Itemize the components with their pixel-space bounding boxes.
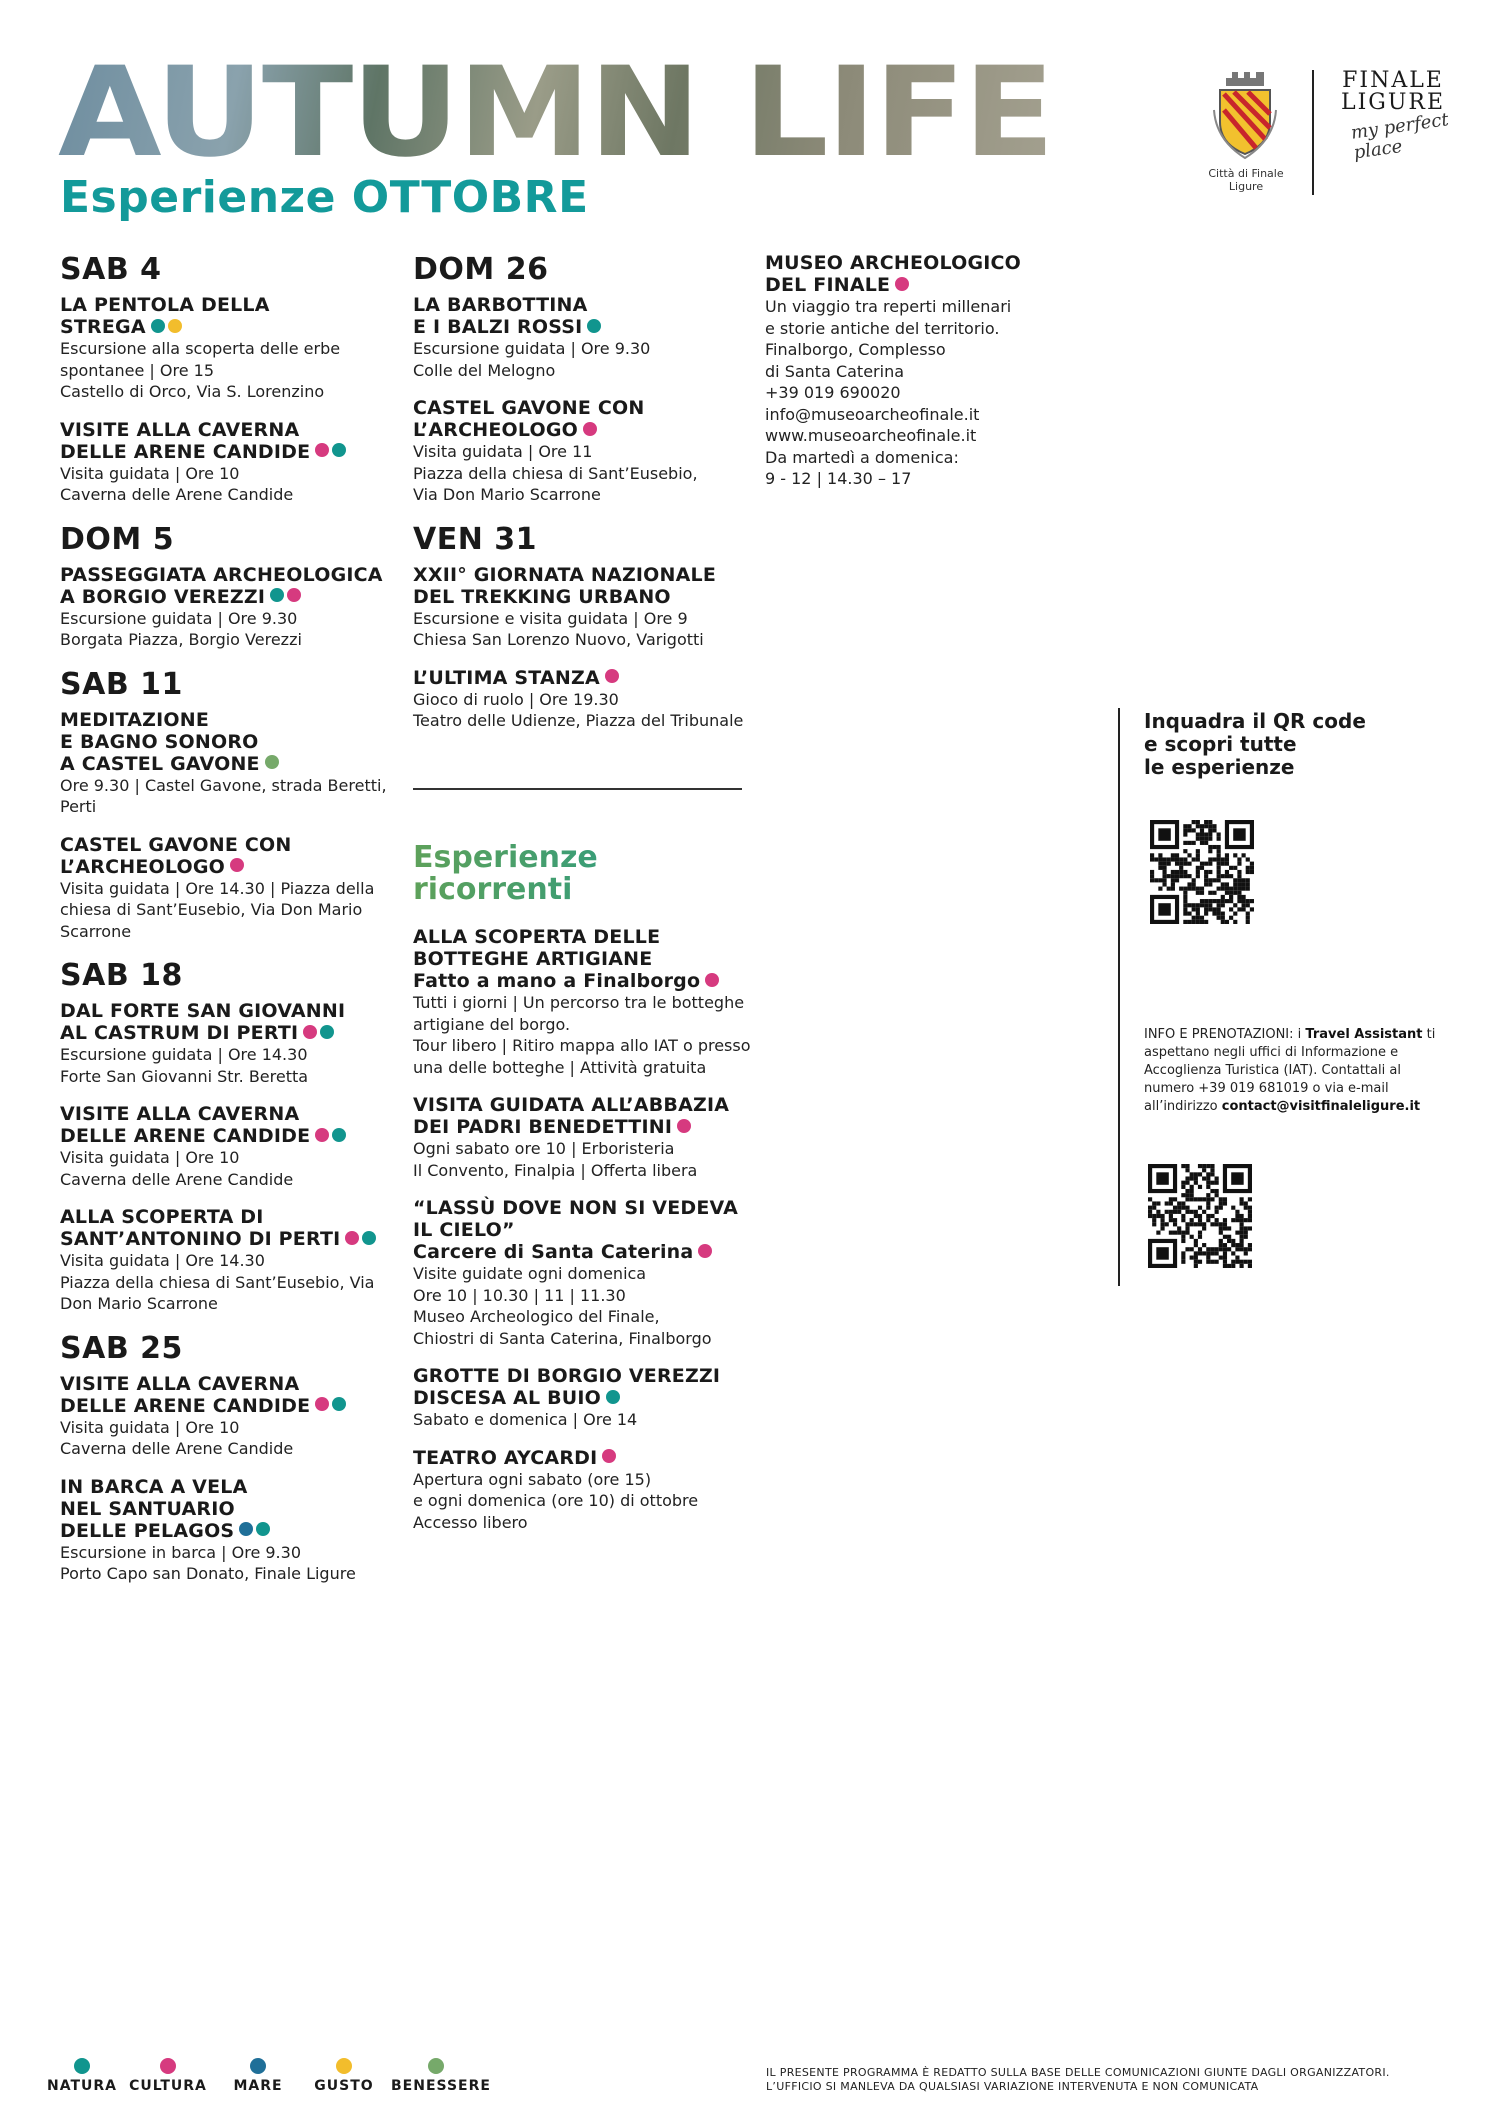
event-detail-line: Caverna delle Arene Candide xyxy=(60,1169,294,1189)
crest-caption: Città di Finale Ligure xyxy=(1208,167,1284,193)
info-prefix: INFO E PRENOTAZIONI: i xyxy=(1144,1027,1306,1042)
event-item xyxy=(413,564,753,651)
event-title-line: L’ARCHEOLOGO xyxy=(60,856,390,878)
event-detail-line: Porto Capo san Donato, Finale Ligure xyxy=(60,1564,356,1583)
event-item xyxy=(60,1000,390,1087)
legend-item-benessere xyxy=(391,2058,491,2094)
legend-label: NATURA xyxy=(47,2078,117,2094)
event-item xyxy=(413,1365,753,1431)
event-detail-line: www.museoarcheofinale.it xyxy=(765,426,977,445)
event-detail-line: Apertura ogni sabato (ore 15) xyxy=(413,1469,652,1489)
event-title-line: DAL FORTE SAN GIOVANNI xyxy=(60,1000,346,1022)
poster-title: AUTUMN LIFE xyxy=(58,41,1053,185)
event-detail-line: chiesa di Sant’Eusebio, Via Don Mario xyxy=(60,900,363,919)
event-detail-line: Tutti i giorni | Un percorso tra le botteghe xyxy=(413,993,745,1012)
category-dot-natura xyxy=(256,1522,270,1536)
qr-heading-line: e scopri tutte xyxy=(1144,732,1297,756)
event-detail-line: Escursione guidata | Ore 9.30 xyxy=(60,608,298,628)
legend-label: BENESSERE xyxy=(391,2078,491,2094)
event-detail-line: Piazza della chiesa di Sant’Eusebio, Via xyxy=(60,1272,375,1292)
event-title-line: DELLE ARENE CANDIDE xyxy=(60,1395,390,1417)
event-title-line: STREGA xyxy=(60,316,390,338)
city-crest-icon xyxy=(1212,70,1278,160)
event-detail-line: Visite guidate ogni domenica xyxy=(413,1264,647,1283)
day-heading: SAB 18 xyxy=(60,958,183,993)
event-detail-line: una delle botteghe | Attività gratuita xyxy=(413,1057,707,1077)
day-heading: DOM 5 xyxy=(60,521,175,557)
event-title-line: Fatto a mano a Finalborgo xyxy=(413,970,753,992)
legend-item-mare xyxy=(213,2058,303,2094)
event-detail-line: Castello di Orco, Via S. Lorenzino xyxy=(60,382,325,401)
category-dot-cultura xyxy=(602,1449,616,1463)
brand-line-2: LIGURE xyxy=(1340,90,1446,115)
category-dot-natura xyxy=(587,319,601,333)
calendar-column-1 xyxy=(60,252,390,1601)
category-dot-gusto xyxy=(168,319,182,333)
event-item xyxy=(60,709,390,818)
event-title-line: DEL FINALE xyxy=(765,274,1065,296)
event-detail-line: spontanee | Ore 15 xyxy=(60,360,214,380)
event-detail-line: Perti xyxy=(60,797,97,816)
event-item xyxy=(413,926,753,1078)
event-detail-line: Scarrone xyxy=(60,921,132,941)
event-detail-line: Piazza della chiesa di Sant’Eusebio, xyxy=(413,463,698,483)
event-title-line: DEL TREKKING URBANO xyxy=(413,585,671,608)
event-detail-line: di Santa Caterina xyxy=(765,361,905,381)
recurring-experiences xyxy=(413,842,753,1549)
event-item xyxy=(413,294,753,381)
event-detail-line: Gioco di ruolo | Ore 19.30 xyxy=(413,689,619,709)
event-detail-line: Un viaggio tra reperti millenari xyxy=(765,297,1012,316)
event-title-line: Carcere di Santa Caterina xyxy=(413,1241,753,1263)
legend-item-gusto xyxy=(299,2058,389,2094)
event-detail-line: Chiostri di Santa Caterina, Finalborgo xyxy=(413,1328,712,1348)
category-dot-cultura xyxy=(230,858,244,872)
event-title-line: E BAGNO SONORO xyxy=(60,730,259,753)
event-detail-line: Visita guidata | Ore 14.30 xyxy=(60,1251,265,1270)
category-dot-cultura xyxy=(677,1119,691,1133)
recurring-heading-line: Esperienze xyxy=(413,840,598,875)
category-dot-cultura xyxy=(345,1231,359,1245)
calendar-column-2 xyxy=(413,252,753,748)
event-detail-line: info@museoarcheofinale.it xyxy=(765,404,980,424)
event-detail-line: Tour libero | Ritiro mappa allo IAT o presso xyxy=(413,1036,751,1055)
museum-block xyxy=(765,252,1065,506)
event-detail-line: Don Mario Scarrone xyxy=(60,1294,218,1313)
category-dot-cultura xyxy=(895,277,909,291)
disclaimer-line: IL PRESENTE PROGRAMMA È REDATTO SULLA BASE DELLE COMUNICAZIONI GIUNTE DAGLI ORGANIZZATORI. xyxy=(766,2066,1390,2079)
legend-dot-gusto xyxy=(336,2058,352,2074)
event-detail-line: Visita guidata | Ore 10 xyxy=(60,463,240,483)
logo-divider xyxy=(1312,70,1314,195)
event-item xyxy=(60,564,390,651)
event-title-line: MEDITAZIONE xyxy=(60,708,209,731)
category-dot-cultura xyxy=(705,973,719,987)
event-detail-line: 9 - 12 | 14.30 – 17 xyxy=(765,469,912,488)
category-dot-natura xyxy=(332,443,346,457)
legend-label: MARE xyxy=(233,2078,283,2094)
recurring-heading-line: ricorrenti xyxy=(413,872,573,907)
disclaimer-line: L’UFFICIO SI MANLEVA DA QUALSIASI VARIAZIONE INTERVENUTA E NON COMUNICATA xyxy=(766,2080,1259,2093)
event-title-line: A CASTEL GAVONE xyxy=(60,753,390,775)
event-detail-line: Escursione alla scoperta delle erbe xyxy=(60,339,341,358)
event-item xyxy=(60,294,390,403)
qr-heading-line: le esperienze xyxy=(1144,755,1295,779)
event-title-line: XXII° GIORNATA NAZIONALE xyxy=(413,563,717,586)
event-item xyxy=(60,1206,390,1315)
event-title-line: LA PENTOLA DELLA xyxy=(60,294,270,316)
qr-code-experiences[interactable] xyxy=(1150,820,1254,924)
event-item xyxy=(413,1094,753,1181)
event-detail-line: Via Don Mario Scarrone xyxy=(413,485,601,504)
qr-side-rule xyxy=(1118,708,1120,1286)
category-dot-cultura xyxy=(315,1397,329,1411)
event-detail-line: Colle del Melogno xyxy=(413,360,556,380)
event-detail-line: Sabato e domenica | Ore 14 xyxy=(413,1410,638,1429)
event-title-line: NEL SANTUARIO xyxy=(60,1497,235,1520)
event-title-line: DELLE ARENE CANDIDE xyxy=(60,1125,390,1147)
category-dot-natura xyxy=(151,319,165,333)
legend-label: CULTURA xyxy=(129,2078,207,2094)
event-item xyxy=(413,667,753,732)
event-title-line: LA BARBOTTINA xyxy=(413,294,588,316)
event-detail-line: e storie antiche del territorio. xyxy=(765,318,1000,338)
event-detail-line: Escursione guidata | Ore 14.30 xyxy=(60,1045,308,1064)
event-detail-line: Museo Archeologico del Finale, xyxy=(413,1307,660,1326)
event-title-line: VISITA GUIDATA ALL’ABBAZIA xyxy=(413,1094,730,1116)
event-title-line: E I BALZI ROSSI xyxy=(413,316,753,338)
category-dot-cultura xyxy=(287,588,301,602)
category-dot-natura xyxy=(606,1390,620,1404)
qr-heading xyxy=(1144,710,1366,779)
event-title-line: VISITE ALLA CAVERNA xyxy=(60,1372,300,1395)
brand-line-1: FINALE xyxy=(1342,68,1444,93)
poster-subtitle: Esperienze OTTOBRE xyxy=(60,172,589,223)
category-dot-natura xyxy=(270,588,284,602)
category-dot-cultura xyxy=(303,1025,317,1039)
category-dot-benessere xyxy=(265,755,279,769)
event-detail-line: Caverna delle Arene Candide xyxy=(60,485,294,504)
event-title-line: “LASSÙ DOVE NON SI VEDEVA xyxy=(413,1197,739,1219)
event-title-line: DELLE ARENE CANDIDE xyxy=(60,441,390,463)
category-dot-natura xyxy=(362,1231,376,1245)
event-title-line: L’ARCHEOLOGO xyxy=(413,419,753,441)
event-item xyxy=(60,1103,390,1190)
category-dot-cultura xyxy=(315,443,329,457)
legend-label: GUSTO xyxy=(314,2078,374,2094)
legend-dot-natura xyxy=(74,2058,90,2074)
event-title-line: VISITE ALLA CAVERNA xyxy=(60,418,300,441)
event-detail-line: Visita guidata | Ore 14.30 | Piazza della xyxy=(60,878,375,898)
category-dot-cultura xyxy=(315,1128,329,1142)
event-title-line: SANT’ANTONINO DI PERTI xyxy=(60,1228,390,1250)
column-divider xyxy=(413,788,742,790)
day-heading: VEN 31 xyxy=(413,521,538,557)
day-heading: SAB 11 xyxy=(60,666,183,702)
event-item xyxy=(765,252,1065,490)
event-title-line: MUSEO ARCHEOLOGICO xyxy=(765,252,1022,274)
day-heading: DOM 26 xyxy=(413,252,549,287)
event-title-line: TEATRO AYCARDI xyxy=(413,1447,753,1469)
event-item xyxy=(413,1197,753,1349)
info-email[interactable]: contact@visitfinaleligure.it xyxy=(1221,1099,1421,1114)
event-item xyxy=(60,419,390,506)
event-detail-line: Borgata Piazza, Borgio Verezzi xyxy=(60,630,302,649)
event-title-line: A BORGIO VEREZZI xyxy=(60,586,390,608)
event-detail-line: +39 019 690020 xyxy=(765,383,901,402)
event-detail-line: Visita guidata | Ore 11 xyxy=(413,442,593,461)
event-detail-line: Ogni sabato ore 10 | Erboristeria xyxy=(413,1139,675,1158)
event-detail-line: Chiesa San Lorenzo Nuovo, Varigotti xyxy=(413,630,704,649)
info-booking xyxy=(1144,1026,1454,1116)
event-title-line: BOTTEGHE ARTIGIANE xyxy=(413,948,653,970)
event-title-line: DISCESA AL BUIO xyxy=(413,1387,753,1409)
event-item xyxy=(413,397,753,506)
event-detail-line: Visita guidata | Ore 10 xyxy=(60,1417,240,1437)
event-detail-line: Finalborgo, Complesso xyxy=(765,340,946,359)
event-item xyxy=(60,1373,390,1460)
event-detail-line: Forte San Giovanni Str. Beretta xyxy=(60,1066,309,1086)
category-dot-mare xyxy=(239,1522,253,1536)
legend-dot-mare xyxy=(250,2058,266,2074)
event-title-line: ALLA SCOPERTA DI xyxy=(60,1206,264,1228)
event-title-line: CASTEL GAVONE CON xyxy=(413,397,645,419)
info-body: ti aspettano negli uffici di Informazione e Accoglienza Turistica (IAT). Contattali al numero +39 019 681019 o via e-mail all’indirizzo xyxy=(1144,1027,1436,1114)
event-title-line: CASTEL GAVONE CON xyxy=(60,833,292,856)
legend-item-cultura xyxy=(123,2058,213,2094)
event-detail-line: artigiane del borgo. xyxy=(413,1014,571,1034)
event-title-line: IN BARCA A VELA xyxy=(60,1475,248,1498)
day-heading: SAB 4 xyxy=(60,252,162,287)
recurring-heading xyxy=(413,842,753,906)
event-title-line: DELLE PELAGOS xyxy=(60,1520,390,1542)
legend-dot-benessere xyxy=(428,2058,444,2074)
event-detail-line: Escursione guidata | Ore 9.30 xyxy=(413,339,651,358)
category-dot-cultura xyxy=(698,1244,712,1258)
event-detail-line: e ogni domenica (ore 10) di ottobre xyxy=(413,1491,699,1510)
event-detail-line: Ore 9.30 | Castel Gavone, strada Beretti, xyxy=(60,775,387,795)
category-dot-natura xyxy=(332,1128,346,1142)
event-detail-line: Escursione e visita guidata | Ore 9 xyxy=(413,608,688,628)
event-title-line: L’ULTIMA STANZA xyxy=(413,667,753,689)
qr-code-contact[interactable] xyxy=(1148,1164,1252,1268)
disclaimer xyxy=(766,2066,1466,2094)
info-travel-assistant: Travel Assistant xyxy=(1305,1027,1423,1042)
brand-logo xyxy=(1338,70,1448,114)
event-detail-line: Caverna delle Arene Candide xyxy=(60,1439,294,1458)
event-title-line: DEI PADRI BENEDETTINI xyxy=(413,1116,753,1138)
event-detail-line: Accesso libero xyxy=(413,1512,528,1532)
category-dot-cultura xyxy=(583,422,597,436)
event-item xyxy=(413,1447,753,1534)
event-detail-line: Il Convento, Finalpia | Offerta libera xyxy=(413,1160,698,1180)
event-title-line: ALLA SCOPERTA DELLE xyxy=(413,926,661,948)
brand-tagline: my perfect place xyxy=(1349,109,1450,164)
event-detail-line: Ore 10 | 10.30 | 11 | 11.30 xyxy=(413,1285,626,1305)
qr-heading-line: Inquadra il QR code xyxy=(1144,709,1366,733)
event-detail-line: Da martedì a domenica: xyxy=(765,447,959,467)
category-dot-natura xyxy=(332,1397,346,1411)
event-title-line: VISITE ALLA CAVERNA xyxy=(60,1103,300,1125)
category-dot-natura xyxy=(320,1025,334,1039)
event-detail-line: Teatro delle Udienze, Piazza del Tribunale xyxy=(413,711,744,730)
event-title-line: AL CASTRUM DI PERTI xyxy=(60,1022,390,1044)
event-title-line: GROTTE DI BORGIO VEREZZI xyxy=(413,1365,721,1387)
event-title-line: PASSEGGIATA ARCHEOLOGICA xyxy=(60,563,383,586)
category-dot-cultura xyxy=(605,669,619,683)
event-detail-line: Escursione in barca | Ore 9.30 xyxy=(60,1542,301,1562)
event-item xyxy=(60,834,390,943)
legend-item-natura xyxy=(37,2058,127,2094)
event-item xyxy=(60,1476,390,1585)
event-title-line: IL CIELO” xyxy=(413,1219,515,1241)
legend-dot-cultura xyxy=(160,2058,176,2074)
day-heading: SAB 25 xyxy=(60,1330,183,1366)
event-detail-line: Visita guidata | Ore 10 xyxy=(60,1148,240,1167)
